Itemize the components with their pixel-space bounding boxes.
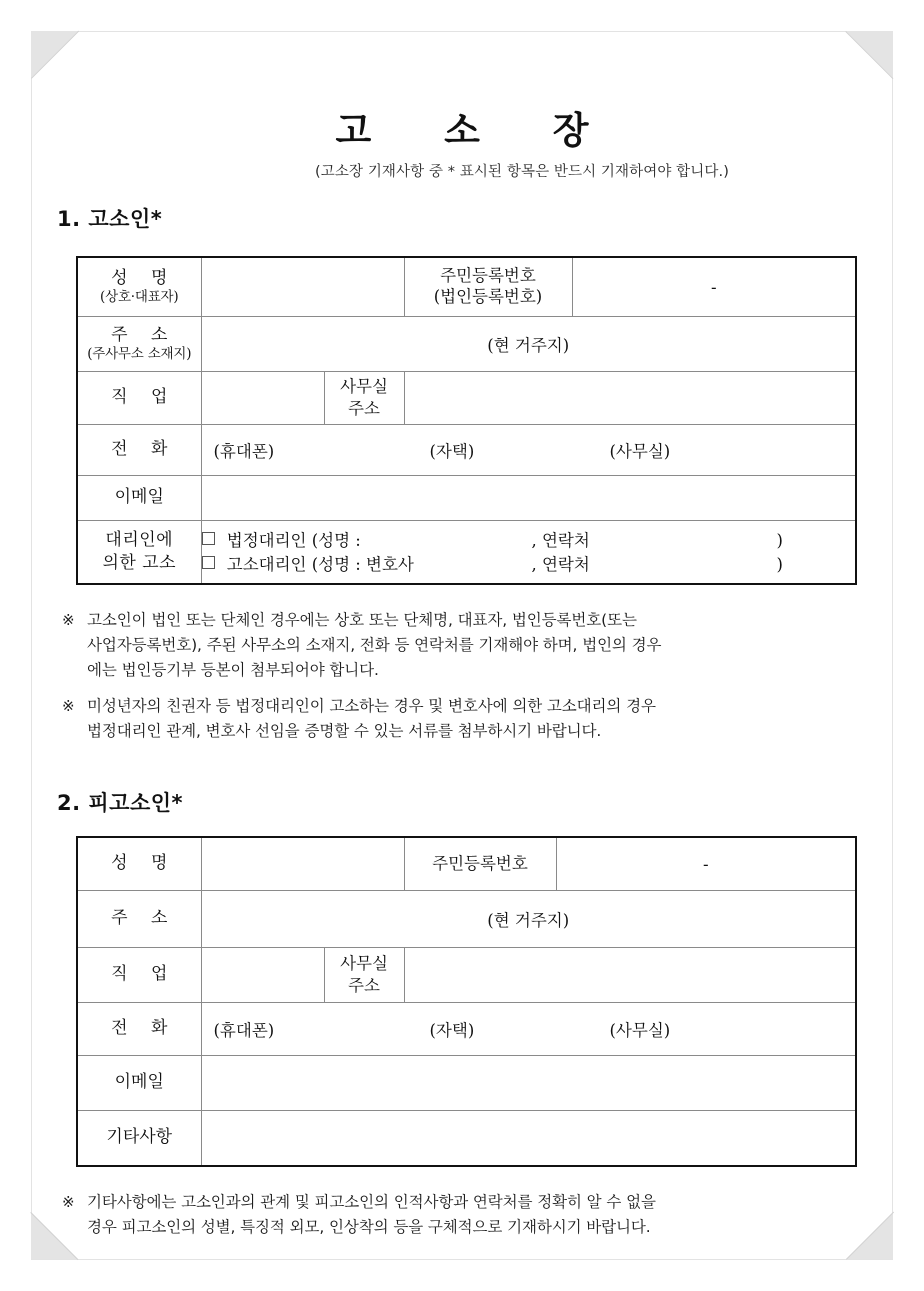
- label-address: [77, 317, 201, 372]
- label-rrn-main: 주민등록번호: [432, 853, 528, 873]
- agent-option-2-close: ): [776, 555, 783, 574]
- label-job-main: 직 업: [111, 964, 177, 985]
- label-office-address: [324, 372, 404, 425]
- label-phone: [77, 425, 201, 476]
- label-name: [77, 257, 201, 317]
- agent-option-2-contact: , 연락처: [531, 555, 590, 574]
- label-address-main: 주 소: [111, 324, 177, 345]
- input-email[interactable]: [201, 476, 856, 521]
- input-rrn[interactable]: [556, 837, 856, 891]
- label-office-address-line2: 주소: [348, 976, 380, 995]
- table-row-address: [77, 891, 856, 948]
- input-phone-group[interactable]: [201, 1003, 856, 1056]
- label-job-main: 직 업: [111, 387, 177, 408]
- label-email: [77, 1056, 201, 1111]
- input-address[interactable]: [201, 317, 856, 372]
- label-agent-complaint: [77, 521, 201, 585]
- label-phone-office: (사무실): [609, 1021, 671, 1040]
- input-email[interactable]: [201, 1056, 856, 1111]
- label-phone: [77, 1003, 201, 1056]
- label-name: [77, 837, 201, 891]
- input-other[interactable]: [201, 1111, 856, 1167]
- label-name-main: 성 명: [111, 853, 177, 874]
- note-corporate-complainant: [62, 608, 862, 683]
- agent-option-1-label: 법정대리인 (성명 :: [226, 531, 361, 550]
- input-job[interactable]: [201, 948, 324, 1003]
- table-row-agent: [77, 521, 856, 585]
- input-job[interactable]: [201, 372, 324, 425]
- label-office-address-line1: 사무실: [340, 376, 388, 396]
- label-job: [77, 372, 201, 425]
- note-line: 미성년자의 친권자 등 법정대리인이 고소하는 경우 및 변호사에 의한 고소대리의 경우: [87, 697, 656, 715]
- label-other: [77, 1111, 201, 1167]
- label-email-main: 이메일: [114, 1072, 164, 1093]
- note-line: 기타사항에는 고소인과의 관계 및 피고소인의 인적사항과 연락처를 정확히 알 수 없을: [87, 1193, 656, 1211]
- label-office-address-line2: 주소: [348, 399, 380, 418]
- agent-option-1-contact: , 연락처: [531, 531, 590, 550]
- table-row-phone: [77, 1003, 856, 1056]
- label-agent-line1: 대리인에: [105, 530, 174, 551]
- input-name[interactable]: [201, 837, 404, 891]
- input-office-address[interactable]: [404, 948, 856, 1003]
- label-phone-home: (자택): [429, 1021, 475, 1040]
- label-name-main: 성 명: [111, 267, 177, 288]
- table-row-name: [77, 257, 856, 317]
- document-title: 고 소 장: [335, 108, 619, 152]
- note-other-details: [62, 1190, 862, 1240]
- label-phone-main: 전 화: [111, 1018, 177, 1039]
- note-line: 법정대리인 관계, 변호사 선임을 증명할 수 있는 서류를 첨부하시기 바랍니다.: [87, 722, 602, 741]
- agent-option-1-close: ): [776, 531, 783, 550]
- note-marker-icon: ※: [62, 611, 75, 629]
- label-rrn: [404, 257, 572, 317]
- agent-option-legal-representative[interactable]: [202, 528, 856, 552]
- section-heading-complainant: 1. 고소인*: [57, 207, 163, 231]
- label-other-main: 기타사항: [106, 1127, 173, 1148]
- label-office-address: [324, 948, 404, 1003]
- agent-option-2-label: 고소대리인 (성명 : 변호사: [226, 555, 414, 574]
- label-address-main: 주 소: [111, 908, 177, 929]
- note-marker-icon: ※: [62, 697, 75, 715]
- note-line: 에는 법인등기부 등본이 첨부되어야 합니다.: [87, 661, 379, 680]
- note-line: 고소인이 법인 또는 단체인 경우에는 상호 또는 단체명, 대표자, 법인등록번호(또는: [87, 611, 637, 629]
- complainant-form-table: [76, 256, 857, 585]
- address-hint: (현 거주지): [487, 911, 570, 930]
- label-address: [77, 891, 201, 948]
- table-row-phone: [77, 425, 856, 476]
- label-rrn: [404, 837, 556, 891]
- label-phone-mobile: (휴대폰): [213, 442, 275, 461]
- document-subtitle: (고소장 기재사항 중 * 표시된 항목은 반드시 기재하여야 합니다.): [315, 164, 729, 180]
- table-row-address: [77, 317, 856, 372]
- table-row-other: [77, 1111, 856, 1167]
- note-marker-icon: ※: [62, 1193, 75, 1211]
- section-heading-accused: 2. 피고소인*: [57, 791, 184, 815]
- rrn-separator: -: [702, 854, 709, 874]
- label-rrn-main: 주민등록번호: [440, 266, 536, 286]
- input-address[interactable]: [201, 891, 856, 948]
- agent-options-cell: [201, 521, 856, 585]
- note-line: 사업자등록번호), 주된 사무소의 소재지, 전화 등 연락처를 기재해야 하며, 법인의 경우: [87, 636, 662, 655]
- input-name[interactable]: [201, 257, 404, 317]
- table-row-job: [77, 948, 856, 1003]
- note-body: [87, 608, 862, 683]
- note-body: [87, 1190, 862, 1240]
- label-rrn-sub: (법인등록번호): [433, 287, 543, 306]
- agent-option-complaint-attorney[interactable]: [202, 552, 856, 576]
- label-phone-main: 전 화: [111, 439, 177, 460]
- table-row-job: [77, 372, 856, 425]
- input-rrn[interactable]: [572, 257, 856, 317]
- label-agent-line2: 의한 고소: [102, 553, 177, 573]
- note-body: [87, 694, 862, 744]
- input-phone-group[interactable]: [201, 425, 856, 476]
- table-row-email: [77, 1056, 856, 1111]
- label-phone-office: (사무실): [609, 442, 671, 461]
- label-name-sub: (상호·대표자): [100, 289, 179, 306]
- table-row-name: [77, 837, 856, 891]
- input-office-address[interactable]: [404, 372, 856, 425]
- accused-form-table: [76, 836, 857, 1167]
- label-office-address-line1: 사무실: [340, 953, 388, 973]
- label-address-sub: (주사무소 소재지): [87, 346, 192, 363]
- note-line: 경우 피고소인의 성별, 특징적 외모, 인상착의 등을 구체적으로 기재하시기 바랍니다.: [87, 1218, 651, 1237]
- rrn-separator: -: [710, 277, 717, 297]
- label-phone-home: (자택): [429, 442, 475, 461]
- table-row-email: [77, 476, 856, 521]
- label-email-main: 이메일: [114, 487, 164, 508]
- label-email: [77, 476, 201, 521]
- address-hint: (현 거주지): [487, 336, 570, 355]
- checkbox-complaint-attorney-icon[interactable]: [202, 556, 215, 569]
- note-legal-representative: [62, 694, 862, 744]
- label-phone-mobile: (휴대폰): [213, 1021, 275, 1040]
- checkbox-legal-representative-icon[interactable]: [202, 532, 215, 545]
- label-job: [77, 948, 201, 1003]
